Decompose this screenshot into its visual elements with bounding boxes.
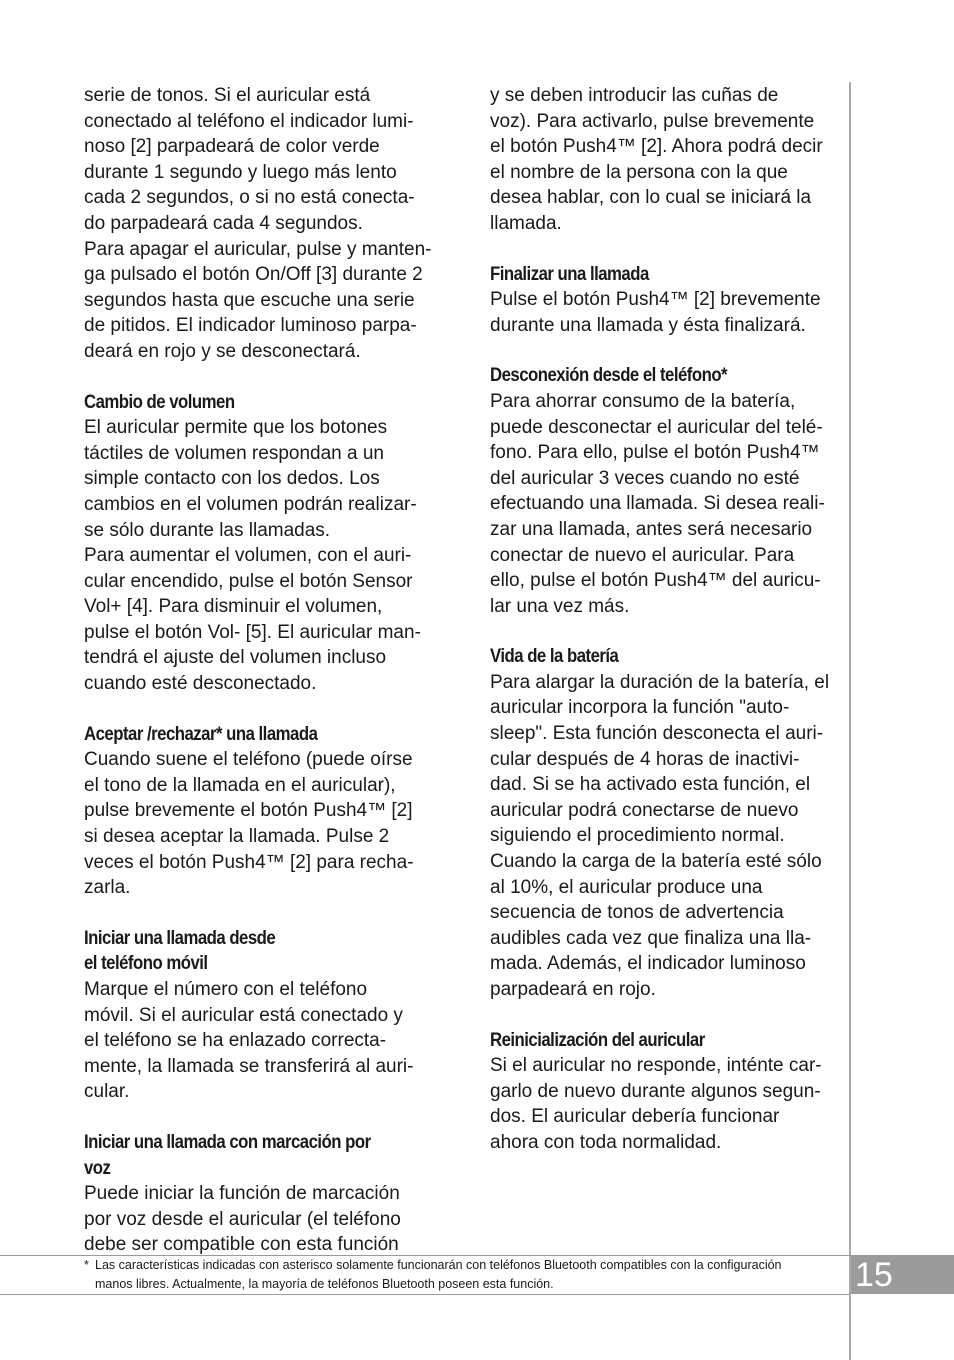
section-voice-dialing — [84, 1130, 446, 1258]
section-heading: Iniciar una llamada desde el teléfono móvil — [84, 926, 276, 975]
section-body: Cuando suene el teléfono (puede oírse el tono de la llamada en el auricular), pulse brevemente el botón Push4™ [2] si desea aceptar la llamada. Pulse 2 veces el botón Push4™ [2] para recha- zarla. — [84, 749, 414, 899]
section-body: Puede iniciar la función de marcación por voz desde el auricular (el teléfono debe ser compatible con esta función — [84, 1183, 401, 1256]
section-volume — [84, 390, 446, 697]
section-battery-life — [490, 644, 848, 1002]
section-heading: Iniciar una llamada con marcación por voz — [84, 1130, 371, 1179]
section-heading: Aceptar /rechazar* una llamada — [84, 722, 318, 745]
left-intro-paragraph: serie de tonos. Si el auricular está conectado al teléfono el indicador lumi- noso [2] parpadeará de color verde durante 1 segundo y luego más lento cada 2 segundos, o si no está conecta- do parpadeará cada 4 segundos. Para apagar el auricular, pulse y manten- ga pulsado el botón On/Off [3] durante 2 segundos hasta que escuche una serie de pitidos. El indicador luminoso parpa- deará en rojo y se desconectará. — [84, 85, 432, 362]
section-body: Marque el número con el teléfono móvil. Si el auricular está conectado y el teléfono se ha enlazado correcta- mente, la llamada se transferirá al auri- cular. — [84, 979, 414, 1103]
section-heading: Finalizar una llamada — [490, 262, 649, 285]
section-body: El auricular permite que los botones táctiles de volumen respondan a un simple contacto con los dedos. Los cambios en el volumen podrán realizar- se sólo durante las llamadas. Para aumentar el volumen, con el auri- cular encendido, pulse el botón Sensor Vol+ [4]. Para disminuir el volumen, pulse el botón Vol- [5]. El auricular man- tendrá el ajuste del volumen incluso cuando esté desconectado. — [84, 417, 421, 695]
footer-bottom-rule — [0, 1294, 849, 1295]
section-heading: Vida de la batería — [490, 645, 619, 668]
section-end-call — [490, 262, 848, 339]
section-accept-reject-call — [84, 722, 446, 901]
section-body: Si el auricular no responde, inténte car- garlo de nuevo durante algunos segun- dos. El auricular debería funcionar ahora con toda normalidad. — [490, 1055, 822, 1153]
column-divider-line — [849, 82, 851, 1360]
section-body: Para alargar la duración de la batería, el auricular incorpora la función "auto- sleep". Esta función desconecta el auri- cular después de 4 horas de inactivi- dad. Si se ha activado esta función, el auricular podrá conectarse de nuevo siguiendo el procedimiento normal. Cuando la carga de la batería esté sólo al 10%, el auricular produce una secuencia de tonos de advertencia audibles cada vez que finaliza una lla- mada. Además, el indicador luminoso parpadeará en rojo. — [490, 671, 830, 1000]
section-heading: Cambio de volumen — [84, 390, 235, 413]
section-body: Pulse el botón Push4™ [2] brevemente durante una llamada y ésta finalizará. — [490, 289, 821, 336]
section-headset-reset — [490, 1028, 848, 1156]
page-number: 15 — [851, 1256, 954, 1294]
footnote-marker: * — [84, 1258, 89, 1272]
section-disconnect-from-phone — [490, 363, 848, 619]
section-heading: Reinicialización del auricular — [490, 1028, 705, 1051]
section-heading: Desconexión desde el teléfono* — [490, 364, 728, 387]
right-column — [490, 83, 848, 1156]
left-column — [84, 83, 446, 1258]
section-call-from-phone — [84, 926, 446, 1105]
footnote — [84, 1256, 824, 1293]
section-body: Para ahorrar consumo de la batería, puede desconectar el auricular del telé- fono. Para ello, pulse el botón Push4™ del auricular 3 veces cuando no esté efectuando una llamada. Si desea reali- zar una llamada, antes será necesario conectar de nuevo el auricular. Para ello, pulse el botón Push4™ del auricu- lar una vez más. — [490, 390, 825, 617]
right-intro-paragraph: y se deben introducir las cuñas de voz). Para activarlo, pulse brevemente el botón Push4™ [2]. Ahora podrá decir el nombre de la persona con la que desea hablar, con lo cual se iniciará la llamada. — [490, 85, 823, 234]
footnote-text: Las características indicadas con asterisco solamente funcionarán con teléfonos Bluetooth compatibles con la configuración manos libres. Actualmente, la mayoría de teléfonos Bluetooth poseen esta función. — [95, 1258, 782, 1291]
